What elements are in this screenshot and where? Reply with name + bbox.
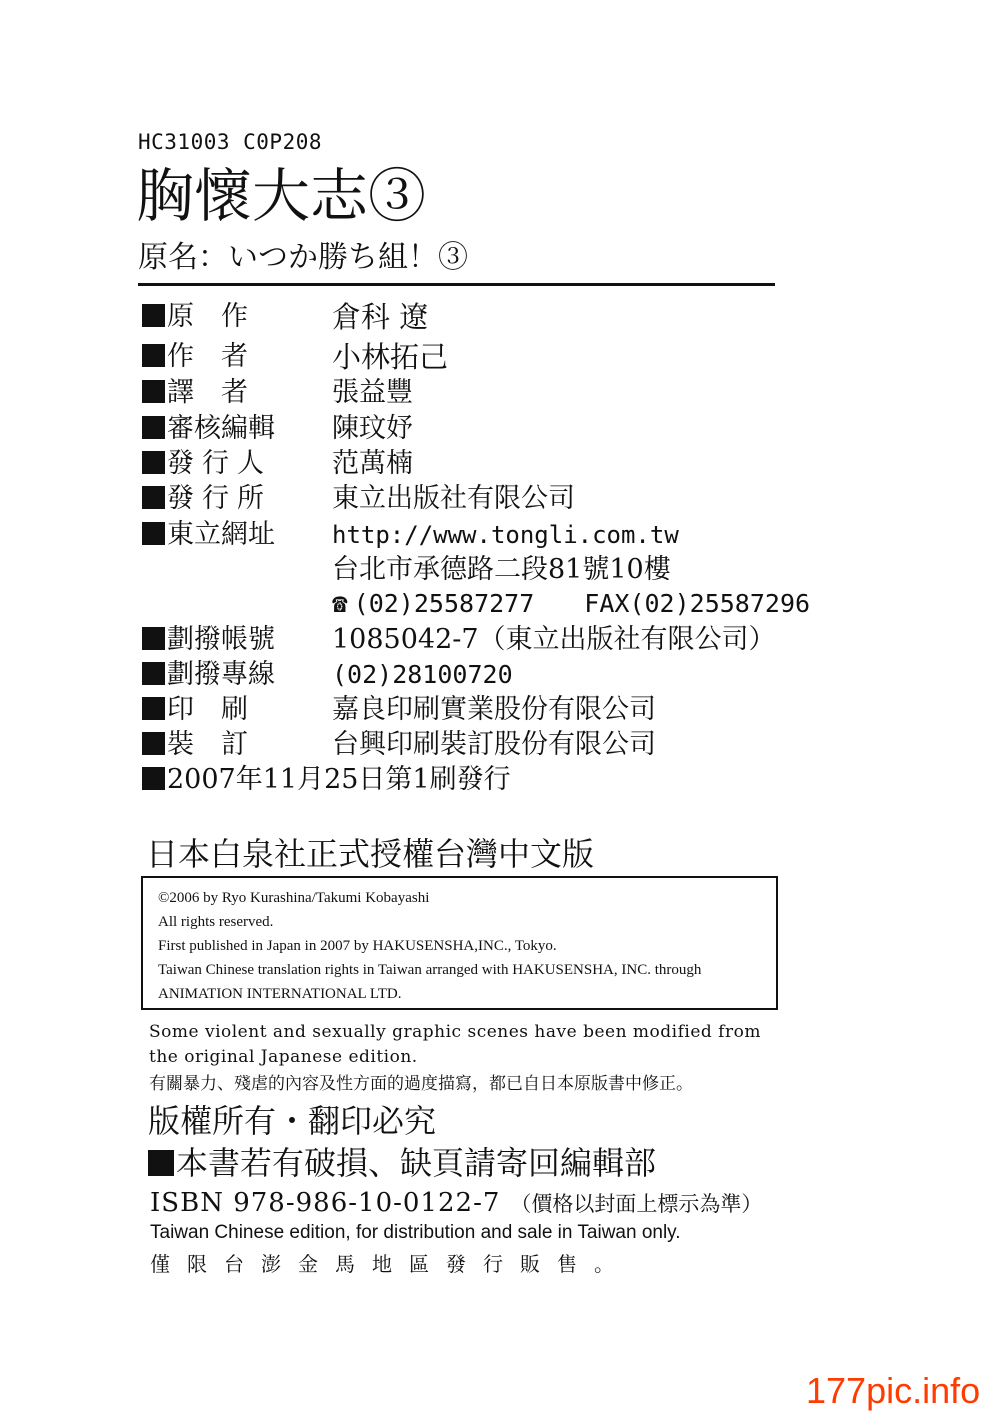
isbn-line <box>150 1186 762 1221</box>
credit-label: 原 作 <box>167 301 248 332</box>
price-note: （價格以封面上標示為準） <box>510 1192 763 1216</box>
site-watermark: 177pic.info <box>806 1370 981 1411</box>
credit-label: 審核編輯 <box>167 413 275 444</box>
credit-value: (02)28100720 <box>332 660 513 689</box>
isbn-number: ISBN 978-986-10-0122-7 <box>150 1188 501 1218</box>
bullet-square <box>142 344 165 367</box>
copyright-line: All rights reserved. <box>158 914 274 930</box>
distribution-note: Taiwan Chinese edition, for distribution and sale in Taiwan only. <box>150 1222 681 1243</box>
copyright-line: ©2006 by Ryo Kurashina/Takumi Kobayashi <box>158 890 430 906</box>
bullet-square <box>142 732 165 755</box>
copyright-line: ANIMATION INTERNATIONAL LTD. <box>158 986 402 1002</box>
bullet-square <box>142 697 165 720</box>
copyright-line: Taiwan Chinese translation rights in Taiwan arranged with HAKUSENSHA, INC. through <box>158 962 702 978</box>
bullet-square <box>142 416 165 439</box>
bullet-square <box>142 662 165 685</box>
copyright-line: First published in Japan in 2007 by HAKUSENSHA,INC., Tokyo. <box>158 938 557 954</box>
bullet-square <box>142 304 165 327</box>
copyright-box <box>141 876 778 1010</box>
credit-label: 劃撥專線 <box>167 659 275 690</box>
credit-label: 譯 者 <box>167 377 248 408</box>
bullet-square <box>142 767 165 790</box>
print-date-text: 2007年11月25日第1刷發行 <box>167 764 511 795</box>
credit-value: 嘉良印刷實業股份有限公司 <box>332 694 656 725</box>
fax-number: FAX(02)25587296 <box>584 589 811 618</box>
bullet-square <box>142 486 165 509</box>
credit-label: 發行所 <box>167 483 272 514</box>
phone-number: (02)25587277 <box>353 589 535 618</box>
sale-area-note: 僅限台澎金馬地區發行販售。 <box>150 1252 631 1276</box>
credit-label: 作 者 <box>167 341 248 372</box>
modification-note-zh: 有關暴力、殘虐的內容及性方面的過度描寫，都已自日本原版書中修正。 <box>149 1074 693 1094</box>
bullet-square <box>142 627 165 650</box>
license-statement: 日本白泉社正式授權台灣中文版 <box>146 835 595 873</box>
credit-value: 小林拓己 <box>332 340 449 374</box>
rights-reserved: 版權所有・翻印必究 <box>148 1102 437 1140</box>
catalog-code: HC31003 C0P208 <box>138 130 323 154</box>
credit-label: 東立網址 <box>167 519 275 550</box>
address: 台北市承德路二段81號10樓 <box>332 554 671 585</box>
note-line: the original Japanese edition. <box>149 1047 418 1067</box>
telephone-icon: ☎ <box>332 589 348 619</box>
credit-value: 陳玟妤 <box>332 413 413 444</box>
credit-label: 裝 訂 <box>167 729 248 760</box>
original-title: 原名：いつか勝ち組！③ <box>138 240 468 275</box>
note-line: Some violent and sexually graphic scenes have been modified from <box>149 1022 761 1042</box>
credit-label: 劃撥帳號 <box>167 624 275 655</box>
credit-value: 東立出版社有限公司 <box>332 483 575 514</box>
print-date <box>142 763 511 797</box>
bullet-square <box>142 522 165 545</box>
bullet-square <box>148 1150 174 1176</box>
credit-value: 倉科 遼 <box>332 300 429 334</box>
title-divider <box>138 283 775 286</box>
bullet-square <box>142 451 165 474</box>
website-link[interactable]: http://www.tongli.com.tw <box>332 521 679 549</box>
credit-value: 1085042-7（東立出版社有限公司） <box>332 624 776 655</box>
damaged-copy-notice <box>148 1142 656 1184</box>
bullet-square <box>142 380 165 403</box>
credit-label: 印 刷 <box>167 694 248 725</box>
book-title: 胸懷大志③ <box>136 162 427 230</box>
damaged-text: 本書若有破損、缺頁請寄回編輯部 <box>176 1144 657 1182</box>
modification-note-en <box>149 1020 761 1070</box>
credit-value: 范萬楠 <box>332 448 413 479</box>
credit-value: 台興印刷裝訂股份有限公司 <box>332 729 656 760</box>
phone-fax-line <box>332 588 810 620</box>
credit-value: 張益豐 <box>332 377 413 408</box>
credit-label: 發行人 <box>167 448 272 479</box>
